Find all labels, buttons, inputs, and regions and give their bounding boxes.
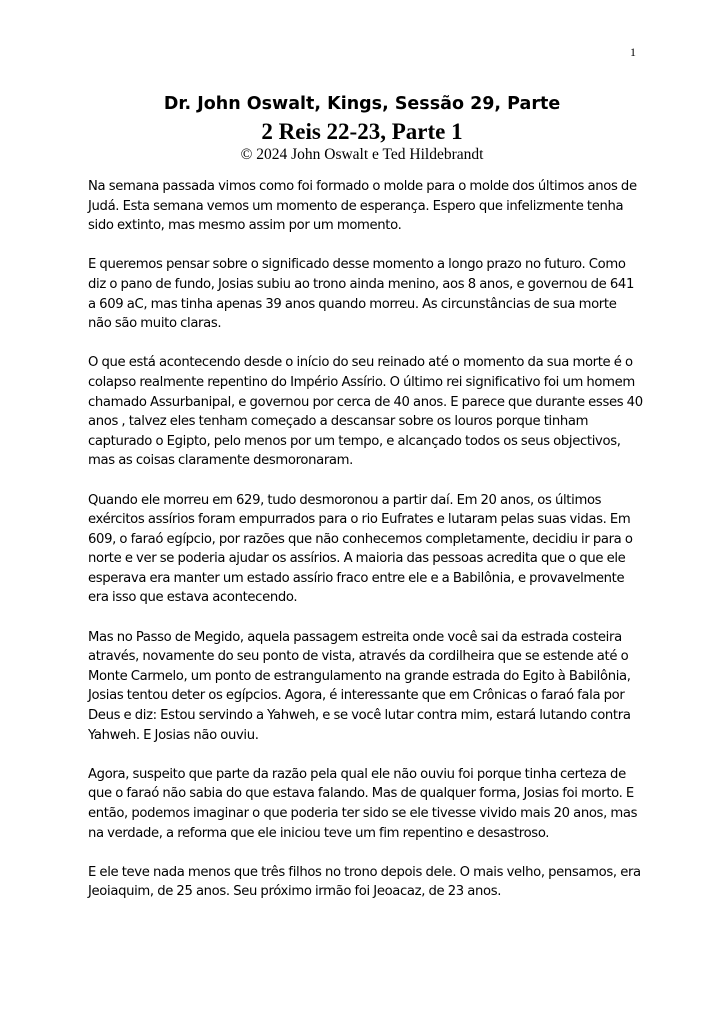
paragraph: E queremos pensar sobre o significado desse momento a longo prazo no futuro. Como diz o pano de fundo, Josias subiu ao trono ainda menino, aos 8 anos, e governou de 641 a 609 aC, mas tinha apenas 39 anos quando morreu. As circunstâncias de sua morte não são muito claras. — [88, 257, 634, 332]
copyright-line: © 2024 John Oswalt e Ted Hildebrandt — [240, 146, 484, 163]
page-number: 1 — [630, 45, 636, 59]
paragraph: Agora, suspeito que parte da razão pela qual ele não ouviu foi porque tinha certeza de que o faraó não sabia do que estava falando. Mas de qualquer forma, Josias foi morto. E então, podemos imaginar o que poderia ter sido se ele tivesse vivido mais 20 anos, mas na verdade, a reforma que ele iniciou teve um fim repentino e desastroso. — [88, 766, 638, 841]
paragraph: Quando ele morreu em 629, tudo desmoronou a partir daí. Em 20 anos, os últimos exércitos assírios foram empurrados para o rio Eufrates e lutaram pelas suas vidas. Em 609, o faraó egípcio, por razões que não conhecemos completamente, decidiu ir para o norte e ver se poderia ajudar os assírios. A maioria das pessoas acredita que o que ele esperava era manter um estado assírio fraco entre ele e a Babilônia, e provavelmente era isso que estava acontecendo. — [88, 492, 633, 606]
paragraph: Na semana passada vimos como foi formado o molde para o molde dos últimos anos de Judá. Esta semana vemos um momento de esperança. Espero que infelizmente tenha sido extinto, mas mesmo assim por um momento. — [88, 179, 637, 234]
paragraph: Mas no Passo de Megido, aquela passagem estreita onde você sai da estrada costeira através, novamente do seu ponto de vista, através da cordilheira que se estende até o Monte Carmelo, um ponto de estrangulamento na grande estrada do Egito à Babilônia, Josias tentou deter os egípcios. Agora, é interessante que em Crônicas o faraó fala por Deus e diz: Estou servindo a Yahweh, e se você lutar contra mim, estará lutando contra Yahweh. E Josias não ouviu. — [88, 629, 631, 743]
document-title: Dr. John Oswalt, Kings, Sessão 29, Parte — [163, 94, 561, 114]
document-subtitle: 2 Reis 22-23, Parte 1 — [261, 119, 463, 144]
document-body — [88, 177, 643, 922]
paragraph: O que está acontecendo desde o início do seu reinado até o momento da sua morte é o colapso realmente repentino do Império Assírio. O último rei significativo foi um homem chamado Assurbanipal, e governou por cerca de 40 anos. E parece que durante esses 40 anos , talvez eles tenham começado a descansar sobre os louros porque tinham capturado o Egipto, pelo menos por um tempo, e alcançado todos os seus objectivos, mas as coisas claramente desmoronaram. — [88, 355, 643, 469]
paragraph: E ele teve nada menos que três filhos no trono depois dele. O mais velho, pensamos, era Jeoiaquim, de 25 anos. Seu próximo irmão foi Jeoacaz, de 23 anos. — [88, 864, 641, 900]
